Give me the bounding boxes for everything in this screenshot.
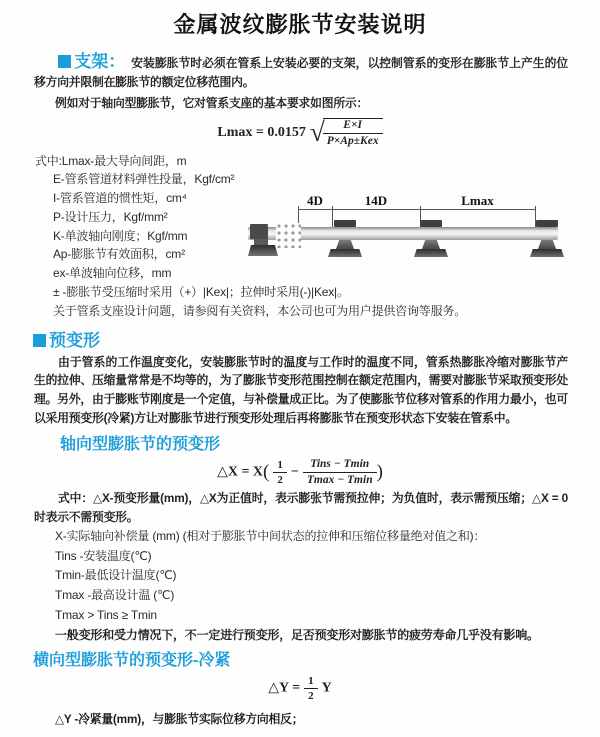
definition-item: E-管系管道材料弹性投量，Kgf/cm² bbox=[53, 172, 235, 187]
diagram-label-lmax: Lmax bbox=[461, 193, 494, 208]
half-numerator: 1 bbox=[273, 459, 287, 473]
anchor-support-stem bbox=[254, 239, 268, 245]
anchor-support bbox=[250, 224, 268, 239]
minus-sign: − bbox=[290, 464, 299, 480]
axial-formula bbox=[0, 458, 600, 487]
support-paragraph-text: 安装膨胀节时必须在管系上安装必要的支架，以控制管系的变形在膨胀节上产生的位移方向并限制在膨胀节的额定位移范围内。 bbox=[34, 56, 568, 89]
axial-item: Tmin-最低设计温度(℃) bbox=[55, 568, 177, 583]
lateral-half-denominator: 2 bbox=[308, 689, 314, 702]
support-example-line: 例如对于轴向型膨胀节，它对管系支座的基本要求如图所示： bbox=[55, 96, 369, 110]
support-spacing-diagram bbox=[248, 192, 588, 264]
axial-item: Tmax > Tins ≥ Tmin bbox=[55, 608, 157, 623]
predeform-section-label: 预变形 bbox=[49, 330, 100, 350]
half-fraction bbox=[273, 459, 287, 486]
definition-item: ± -膨胀节受压缩时采用（+）|Kex|；拉伸时采用(-)|Kex|。 bbox=[53, 285, 349, 300]
axial-item: Tmax -最高设计温 (℃) bbox=[55, 588, 175, 603]
pipe-support-cap bbox=[420, 220, 442, 227]
pipe-support-base bbox=[530, 249, 564, 257]
pipe-support-cap bbox=[334, 220, 356, 227]
pipe-support-cap bbox=[536, 220, 558, 227]
support-section-label: 支架： bbox=[74, 52, 126, 71]
definition-item: ex-单波轴向位移，mm bbox=[53, 266, 172, 281]
lateral-formula bbox=[0, 675, 600, 702]
anchor-support-base bbox=[248, 245, 278, 256]
dimension-line bbox=[298, 209, 535, 210]
lmax-formula bbox=[0, 118, 600, 148]
open-paren: ( bbox=[263, 461, 270, 483]
diagram-label-14d: 14D bbox=[364, 193, 388, 208]
axial-item: X-实际轴向补偿量 (mm) (相对于膨胀节中间状态的拉伸和压缩位移量绝对值之和)： bbox=[55, 528, 486, 543]
pipe-support-base bbox=[414, 249, 448, 257]
axial-item: Tins -安装温度(℃) bbox=[55, 548, 152, 563]
service-note-line: 关于管系支座设计问题，请参阅有关资料，本公司也可为用户提供咨询等服务。 bbox=[53, 303, 467, 318]
lateral-half-numerator: 1 bbox=[304, 675, 318, 689]
lateral-half-fraction bbox=[304, 675, 318, 702]
support-paragraph bbox=[34, 53, 568, 91]
close-paren: ) bbox=[376, 461, 383, 483]
lmax-formula-numerator: E×I bbox=[323, 119, 383, 134]
half-denominator: 2 bbox=[277, 473, 283, 486]
definition-item: 式中:Lmax-最大导向间距，m bbox=[35, 153, 187, 168]
axial-explanation-paragraph: 式中：△X-预变形量(mm)，△X为正值时，表示膨张节需预拉伸；为负值时，表示需预压缩；△X = 0时表示不需预变形。 bbox=[34, 490, 568, 524]
page-title: 金属波纹膨胀节安装说明 bbox=[173, 12, 427, 37]
axial-note-line: 一般变形和受力情况下，不一定进行预变形，足否预变形对膨胀节的疲劳寿命几乎没有影响。 bbox=[55, 627, 539, 642]
temperature-denominator: Tmax − Tmin bbox=[306, 473, 373, 486]
section-marker-icon bbox=[58, 55, 71, 68]
axial-items-list bbox=[55, 527, 600, 646]
definition-item: Ap-膨胀节有效面积，cm² bbox=[53, 247, 185, 262]
axial-subsection-heading: 轴向型膨胀节的预变形 bbox=[60, 435, 221, 453]
lateral-subsection-heading: 横向型膨胀节的预变形-冷紧 bbox=[33, 651, 231, 669]
diagram-label-4d: 4D bbox=[307, 193, 323, 208]
definition-item: I-管系管道的惯性矩，cm⁴ bbox=[53, 191, 187, 206]
definition-item: P-设计压力，Kgf/mm² bbox=[53, 209, 168, 224]
pipe-support-stem bbox=[422, 240, 440, 249]
predeform-section-heading bbox=[33, 330, 600, 351]
axial-formula-lhs: △X = X bbox=[217, 464, 264, 480]
lateral-formula-rhs: Y bbox=[321, 680, 332, 696]
temperature-numerator: Tins − Tmin bbox=[303, 458, 377, 473]
temperature-fraction bbox=[303, 458, 377, 487]
bellows-icon bbox=[276, 223, 301, 248]
predeform-paragraph: 由于管系的工作温度变化，安装膨胀节时的温度与工作时的温度不同，管系热膨胀冷缩对膨胀节产生的拉伸、压缩量常常是不均等的，为了膨胀节变形范围控制在额定范围内，需要对膨胀节采取预变形处理。另外，由于膨账节刚度是一个定值，与补偿量成正比。为了使膨胀节位移对管系的作用力最小，也可以采用预变形(冷紧)方让对膨胀节进行预变形处理后再将膨胀节在预变形状态下安装在管系中。 bbox=[34, 354, 568, 426]
definition-item: K-单波轴向刚度；Kgf/mm bbox=[53, 228, 188, 243]
pipe-support-base bbox=[328, 249, 362, 257]
section-marker-icon bbox=[33, 334, 46, 347]
pipe-support-stem bbox=[538, 240, 556, 249]
radical-sign-icon: √ bbox=[309, 117, 325, 147]
lmax-formula-lhs: Lmax = 0.0157 bbox=[217, 124, 306, 140]
support-section-heading bbox=[58, 52, 125, 71]
lateral-formula-lhs: △Y = bbox=[268, 680, 301, 696]
dimension-tick bbox=[332, 206, 333, 227]
lmax-formula-denominator: P×Ap±Kex bbox=[326, 134, 379, 147]
pipe-support-stem bbox=[336, 240, 354, 249]
lateral-note-line: △Y -冷紧量(mm)，与膨胀节实际位移方向相反； bbox=[55, 711, 304, 726]
lmax-formula-fraction bbox=[323, 118, 383, 148]
